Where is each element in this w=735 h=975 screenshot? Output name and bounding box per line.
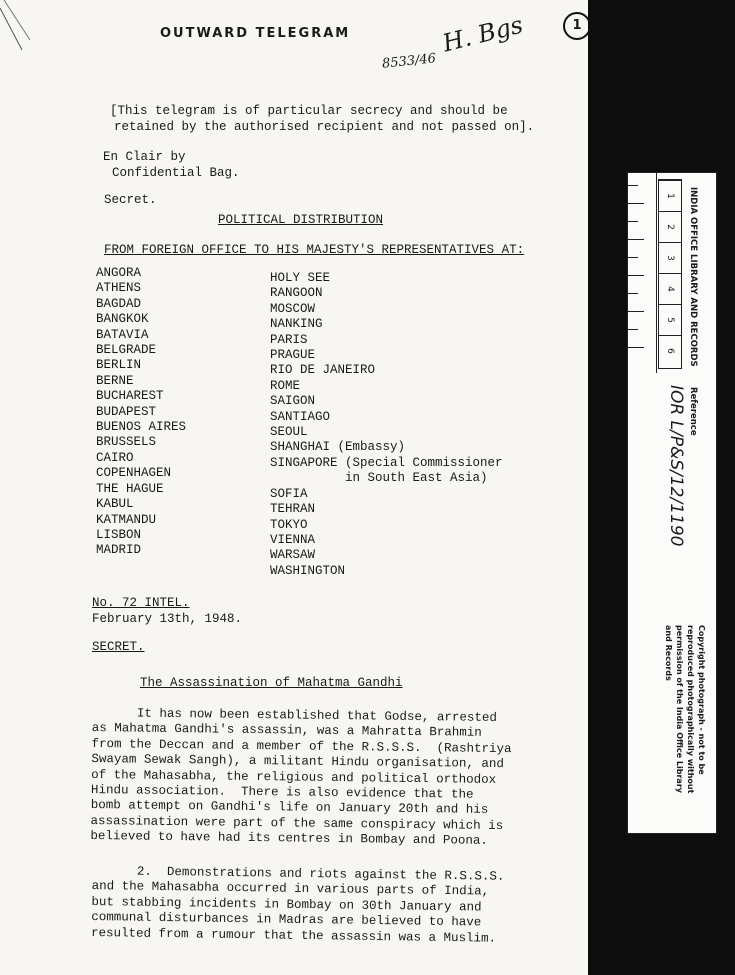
scale-cell [659,242,681,261]
scale-number: 4 [665,286,675,292]
post-item: WARSAW [270,548,316,563]
folded-corner-mark [0,0,48,80]
post-item: in South East Asia) [270,471,488,486]
post-item: THE HAGUE [96,481,164,496]
post-item: WASHINGTON [270,563,346,578]
copyright-line: permission of the India Office Library [675,625,684,793]
paragraph-line: It has now been established that Godse, arrested [91,706,498,725]
post-item: PRAGUE [270,348,316,363]
distribution-title: POLITICAL DISTRIBUTION [218,213,384,227]
copyright-line: Copyright photograph - not to be [697,625,706,775]
paragraph-line: Swayam Sewak Sangh), a militant Hindu organisation, and [91,752,504,772]
measurement-ruler [628,173,657,373]
post-item: SINGAPORE (Special Commissioner [270,455,503,470]
post-item: BELGRADE [96,343,157,358]
message-number: No. 72 INTEL. [92,596,190,610]
handwritten-initials: H. Bgs [439,10,526,58]
archive-label [627,172,717,834]
post-item: LISBON [96,527,142,542]
post-item: TOKYO [270,517,308,532]
classification: Secret. [104,193,157,207]
paragraph-1 [90,706,512,850]
delivery-line1: En Clair by [103,150,186,164]
post-item: COPENHAGEN [96,466,172,481]
post-item: KATMANDU [96,512,157,527]
paragraph-line: Hindu association. There is also evidence that the [90,783,474,802]
post-item: BAGDAD [96,296,142,311]
handwritten-reference: 8533/46 [381,51,437,72]
message-classification: SECRET. [92,640,145,654]
scale-cells [658,179,682,369]
post-item: NANKING [270,317,323,332]
post-item: SAIGON [270,394,316,409]
telegram-title: OUTWARD TELEGRAM [160,26,351,41]
posts-list-left [96,266,186,559]
post-item: BUENOS AIRES [96,420,187,435]
post-item: BANGKOK [96,312,149,327]
post-item: SOFIA [270,486,308,501]
paragraph-line: of the Mahasabha, the religious and political orthodox [91,767,497,787]
scale-number: 3 [665,255,675,261]
secrecy-notice-line1: [This telegram is of particular secrecy and should be [110,104,508,118]
secrecy-notice-line2: retained by the authorised recipient and not passed on]. [114,120,535,134]
post-item: MADRID [96,543,142,558]
scale-number: 1 [665,193,675,199]
reference-value: IOR L/P&S/12/1190 [666,385,686,547]
scale-number: 6 [665,348,675,354]
post-item: ROME [270,378,301,393]
scale-cell [659,335,681,354]
post-item: CAIRO [96,450,134,465]
post-item: SANTIAGO [270,409,331,424]
post-item: BRUSSELS [96,435,157,450]
post-item: BATAVIA [96,327,149,342]
scale-cell [659,180,681,199]
post-item: BUDAPEST [96,404,157,419]
post-item: RIO DE JANEIRO [270,363,376,378]
post-item: MOSCOW [270,301,316,316]
post-item: ANGORA [96,266,142,280]
message-subject: The Assassination of Mahatma Gandhi [140,676,403,690]
post-item: KABUL [96,497,134,512]
paragraph-line: from the Deccan and a member of the R.S.S.S. (Rashtriya [91,736,512,756]
scale-cell [659,273,681,292]
post-item: BERLIN [96,358,142,373]
scale-number: 5 [665,317,675,323]
post-item: SHANGHAI (Embassy) [270,440,406,455]
paragraph-line: assassination were part of the same conspiracy which is [90,813,504,833]
post-item: RANGOON [270,286,323,301]
scale-cell [659,304,681,323]
copyright-line: reproduced photographically without [686,625,695,794]
copyright-line: and Records [664,625,673,681]
paragraph-line: as Mahatma Gandhi's assassin, was a Mahratta Brahmin [91,721,482,741]
paragraph-line: and the Mahasabha occurred in various parts of India, [91,879,490,899]
post-item: SEOUL [270,425,308,440]
scale-cell [659,211,681,230]
paragraph-line: 2. Demonstrations and riots against the R.S.S.S. [91,864,505,884]
post-item: BUCHAREST [96,389,164,404]
posts-list-right [270,271,503,579]
delivery-line2: Confidential Bag. [112,166,240,180]
circled-page-number: 1 [563,12,591,40]
paragraph-line: bomb attempt on Gandhi's life on January 20th and his [90,798,489,818]
post-item: TEHRAN [270,502,316,517]
post-item: BERNE [96,373,134,388]
paragraph-line: but stabbing incidents in Bombay on 30th January and [91,894,482,915]
post-item: PARIS [270,332,308,347]
reference-heading: Reference [688,387,698,436]
message-date: February 13th, 1948. [92,612,243,626]
post-item: HOLY SEE [270,271,331,285]
paragraph-2 [91,864,505,947]
post-item: VIENNA [270,532,316,547]
paragraph-line: communal disturbances in Madras are believed to have [91,910,482,930]
scale-number: 2 [665,224,675,230]
from-line: FROM FOREIGN OFFICE TO HIS MAJESTY'S REPRESENTATIVES AT: [104,243,525,257]
post-item: ATHENS [96,281,142,296]
institution-name: INDIA OFFICE LIBRARY AND RECORDS [688,187,698,367]
paragraph-line: believed to have had its centres in Bombay and Poona. [90,829,489,849]
paragraph-line: resulted from a rumour that the assassin was a Muslim. [90,925,497,946]
